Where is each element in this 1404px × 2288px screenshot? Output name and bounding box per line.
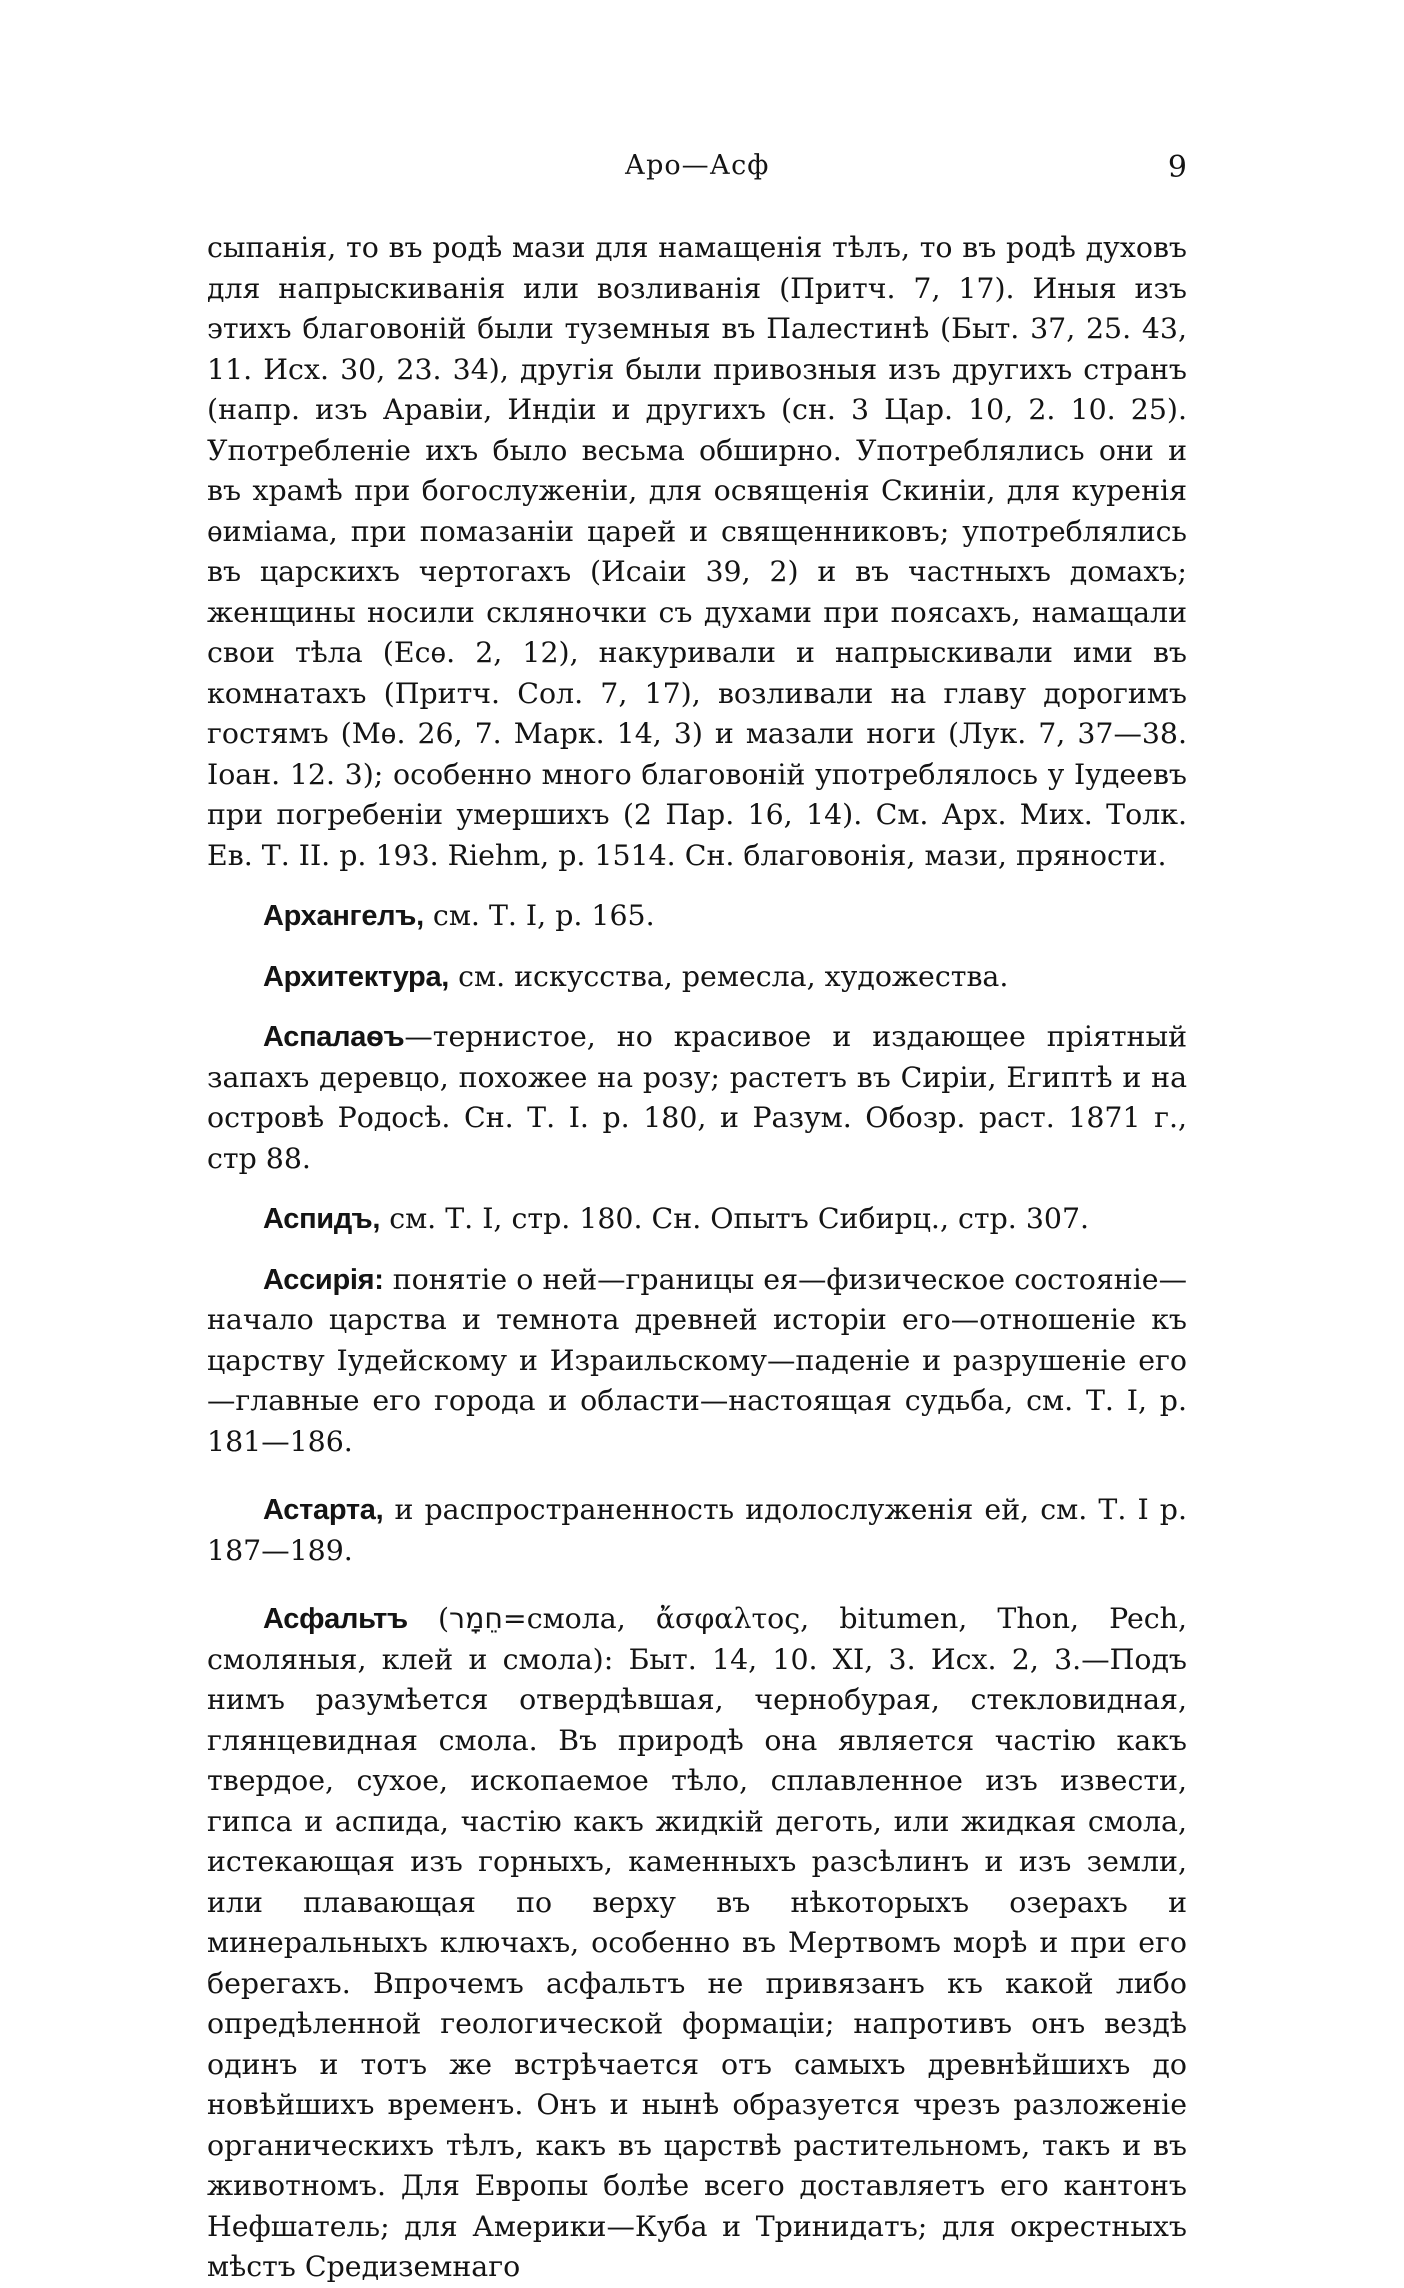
book-page [207, 150, 1187, 2288]
paren-open: ( [407, 1602, 450, 1635]
entry-text: и распространенность идолослуженія ей, см. Т. I р. 187—189. [207, 1493, 1187, 1567]
entry-text: см. Т. I, стр. 180. Сн. Опытъ Сибирц., стр. 307. [380, 1202, 1090, 1235]
entry-architecture [207, 957, 1187, 998]
entry-asp [207, 1199, 1187, 1240]
page-number: 9 [1167, 150, 1187, 185]
entry-assyria [207, 1260, 1187, 1463]
entry-headword: Аспалаѳъ [263, 1021, 405, 1053]
entry-astarte [207, 1490, 1187, 1571]
entry-headword: Архангелъ, [263, 900, 424, 932]
page-header [207, 150, 1187, 190]
entry-text: понятіе о ней—границы ея—физическое состояніе—начало царства и темнота древней исторіи его—отношеніе къ царству Іудейскому и Израильскому—паденіе и разрушеніе его—главные его города и области—настоящая судьба, см. Т. I, р. 181—186. [207, 1262, 1187, 1458]
entry-headword: Аспидъ, [263, 1203, 381, 1235]
hebrew-word: חֵמָר [449, 1602, 503, 1635]
entry-headword: Архитектура, [263, 960, 450, 993]
running-head: Аро—Асф [624, 150, 770, 181]
entry-headword: Астарта, [263, 1494, 384, 1526]
entry-text: —тернистое, но красивое и издающее пріятный запахъ деревцо, похожее на розу; растетъ въ Сиріи, Египтѣ и на островѣ Родосѣ. Сн. Т. I. р. 180, и Разум. Обозр. раст. 1871 г., стр 88. [207, 1020, 1187, 1175]
entry-aspalathus [207, 1017, 1187, 1179]
entry-text: =смола, ἄσφαλτος, bitumen, Thon, Pech, смоляныя, клей и смола): Быт. 14, 10. XI, 3. Исх. 2, 3.—Подъ нимъ разумѣется отвердѣвшая, чернобурая, стекловидная, глянцевидная смола. Въ природѣ она является частію какъ твердое, сухое, ископаемое тѣло, сплавленное изъ извести, гипса и аспида, частію какъ жидкій деготь, или жидкая смола, истекающая изъ горныхъ, каменныхъ разсѣлинъ и изъ земли, или плавающая по верху въ нѣкоторыхъ озерахъ и минеральныхъ ключахъ, особенно въ Мертвомъ морѣ и при его берегахъ. Впрочемъ асфальтъ не привязанъ къ какой либо опредѣленной геологической формаціи; напротивъ онъ вездѣ одинъ и тотъ же встрѣчается отъ самыхъ древнѣйшихъ до новѣйшихъ временъ. Онъ и нынѣ образуется чрезъ разложеніе органическихъ тѣлъ, какъ въ царствѣ растительномъ, такъ и въ животномъ. Для Европы болѣе всего доставляетъ его кантонъ Нефшатель; для Америки—Куба и Тринидатъ; для окрестныхъ мѣстъ Средиземнаго [207, 1602, 1187, 2283]
entry-headword: Ассирія: [263, 1263, 384, 1296]
entry-asphalt [207, 1599, 1187, 2288]
entry-text: см. Т. I, р. 165. [423, 899, 655, 932]
entry-headword: Асфальтъ [263, 1603, 408, 1635]
entry-archangel [207, 896, 1187, 937]
entry-text: см. искусства, ремесла, художества. [449, 959, 1009, 993]
continuation-paragraph: сыпанія, то въ родѣ мази для намащенія тѣлъ, то въ родѣ духовъ для напрыскиванія или возливанія (Притч. 7, 17). Иныя изъ этихъ благовоній были туземныя въ Палестинѣ (Быт. 37, 25. 43, 11. Исх. 30, 23. 34), другія были привозныя изъ другихъ странъ (напр. изъ Аравіи, Индіи и другихъ (сн. 3 Цар. 10, 2. 10. 25). Употребленіе ихъ было весьма обширно. Употреблялись они и въ храмѣ при богослуженіи, для освященія Скиніи, для куренія ѳиміама, при помазаніи царей и священниковъ; употреблялись въ царскихъ чертогахъ (Исаіи 39, 2) и въ частныхъ домахъ; женщины носили скляночки съ духами при поясахъ, намащали свои тѣла (Есѳ. 2, 12), накуривали и напрыскивали ими въ комнатахъ (Притч. Сол. 7, 17), возливали на главу дорогимъ гостямъ (Мѳ. 26, 7. Марк. 14, 3) и мазали ноги (Лук. 7, 37—38. Іоан. 12. 3); особенно много благовоній употреблялось у Іудеевъ при погребеніи умершихъ (2 Пар. 16, 14). См. Арх. Мих. Толк. Ев. Т. II. р. 193. Riehm, р. 1514. Сн. благовонія, мази, пряности. [207, 231, 1187, 872]
